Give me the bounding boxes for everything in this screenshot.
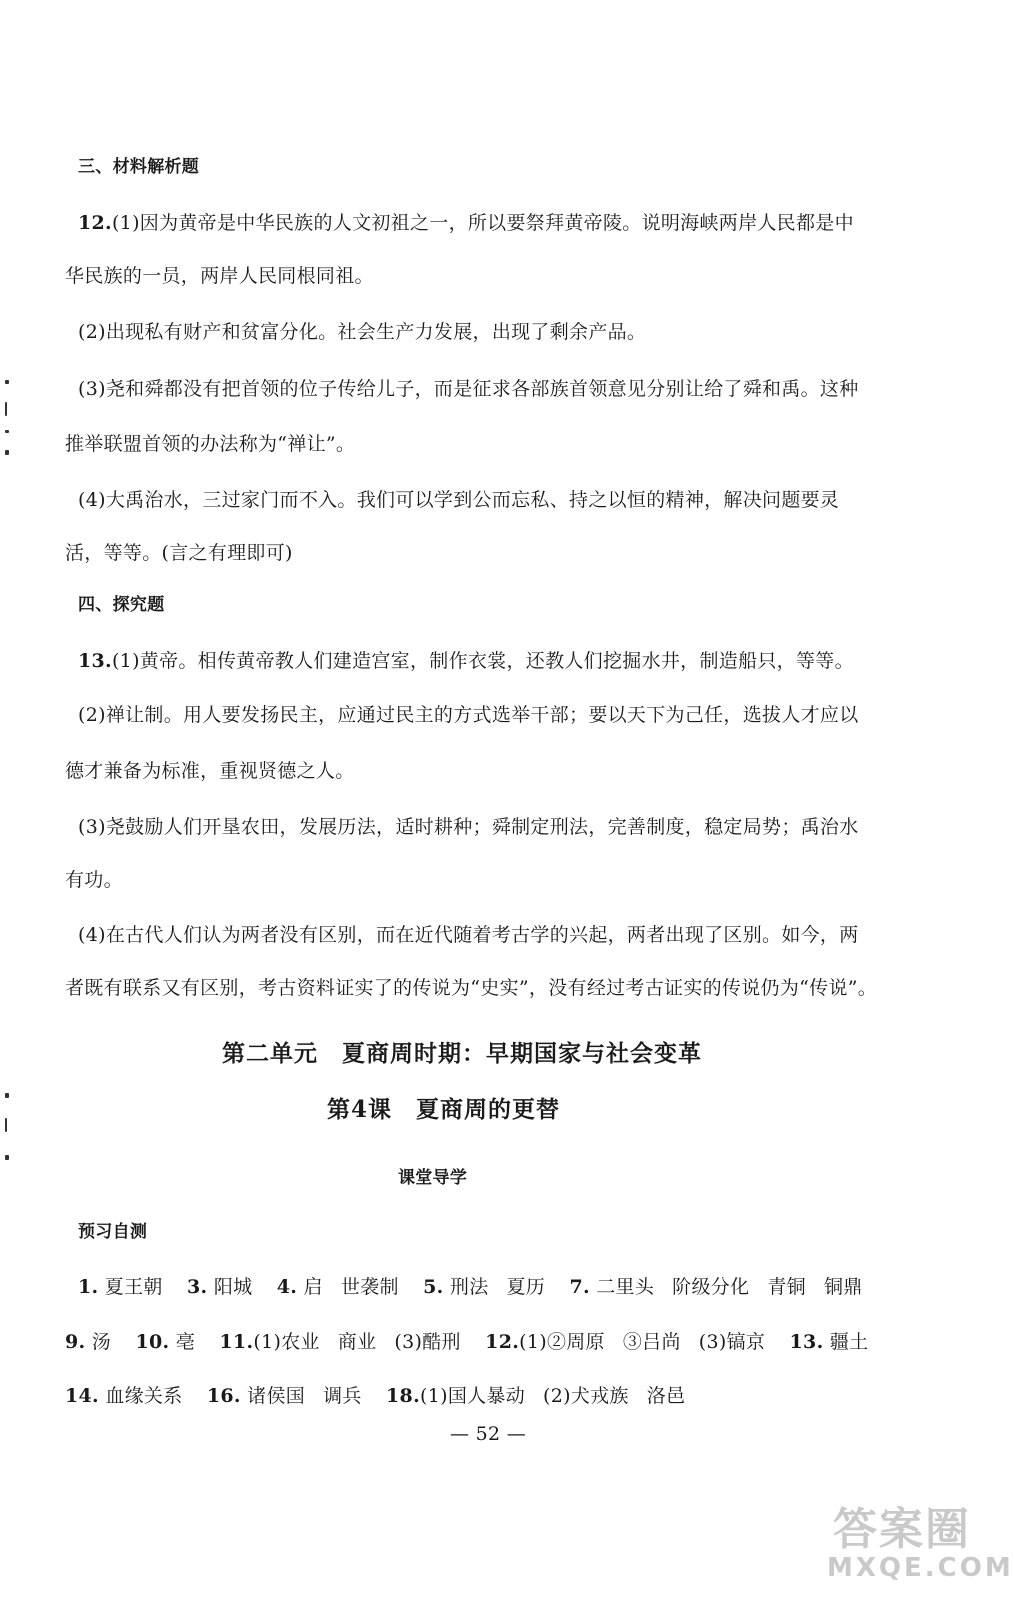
answer-text: ③吕尚 [622, 1331, 681, 1353]
watermark-url: MXQE.COM [827, 1553, 1014, 1583]
answer-text: 二里头 [596, 1276, 655, 1298]
q13-line-3: 德才兼备为标准，重视贤德之人。 [65, 760, 355, 782]
answer-number: 9. [65, 1331, 86, 1353]
answer-text: (3)酷刑 [394, 1331, 461, 1353]
page-number: — 52 — [450, 1423, 527, 1445]
answer-text: 诸侯国 [247, 1385, 306, 1407]
answer-text: 汤 [91, 1331, 112, 1353]
q12-line-1 [78, 211, 854, 235]
lesson-title: 第4课 夏商周的更替 [327, 1096, 561, 1123]
q12-number: 12. [78, 212, 112, 234]
q12-text: (1)因为黄帝是中华民族的人文初祖之一，所以要祭拜黄帝陵。说明海峡两岸人民都是中 [111, 212, 854, 234]
answer-number: 16. [206, 1385, 241, 1407]
answer-text: 调兵 [323, 1385, 362, 1407]
answer-text: 商业 [337, 1331, 377, 1353]
margin-mark [5, 1155, 9, 1160]
q12-line-3: (2)出现私有财产和贫富分化。社会生产力发展，出现了剩余产品。 [78, 321, 647, 343]
q13-number: 13. [78, 650, 112, 672]
answer-number: 4. [276, 1276, 298, 1298]
margin-mark [5, 1093, 9, 1098]
q13-line-5: 有功。 [65, 869, 123, 891]
answer-text: 阳城 [213, 1276, 253, 1298]
margin-mark [5, 450, 9, 455]
answer-text: (2)犬戎族 [543, 1385, 629, 1407]
section-heading-3: 三、材料解析题 [78, 157, 200, 177]
margin-mark [5, 402, 7, 416]
q12-line-2: 华民族的一员，两岸人民同根同祖。 [65, 265, 374, 287]
q12-line-5: 推举联盟首领的办法称为“禅让”。 [65, 433, 356, 455]
section-heading-4: 四、探究题 [78, 595, 165, 615]
answer-text: (1)②周原 [519, 1331, 605, 1353]
site-watermark [827, 1504, 1014, 1586]
q13-line-4: (3)尧鼓励人们开垦农田，发展历法，适时耕种；舜制定刑法，完善制度，稳定局势；禹治水 [78, 816, 859, 838]
q13-text: (1)黄帝。相传黄帝教人们建造宫室，制作衣裳，还教人们挖掘水井，制造船只，等等。 [111, 650, 854, 672]
answer-text: 疆土 [829, 1331, 869, 1353]
answer-number: 11. [219, 1331, 254, 1353]
q13-line-6: (4)在古代人们认为两者没有区别，而在近代随着考古学的兴起，两者出现了区别。如今，两 [78, 924, 859, 946]
answer-number: 14. [65, 1385, 99, 1407]
answer-text: 血缘关系 [105, 1385, 183, 1407]
class-guide-heading: 课堂导学 [398, 1168, 468, 1188]
answer-row-3 [65, 1384, 685, 1408]
answer-text: (1)农业 [253, 1331, 320, 1353]
answer-text: 世袭制 [340, 1276, 399, 1298]
q12-line-6: (4)大禹治水，三过家门而不入。我们可以学到公而忘私、持之以恒的精神，解决问题要灵 [78, 489, 840, 511]
answer-text: 刑法 [449, 1276, 489, 1298]
answer-number: 13. [789, 1331, 824, 1353]
margin-mark [5, 1118, 7, 1132]
answer-number: 7. [569, 1276, 590, 1298]
answer-text: (3)镐京 [698, 1331, 766, 1353]
answer-text: 亳 [175, 1331, 196, 1353]
q13-line-7: 者既有联系又有区别，考古资料证实了的传说为“史实”，没有经过考古证实的传说仍为“传说”。 [65, 977, 878, 999]
q13-line-2: (2)禅让制。用人要发扬民主，应通过民主的方式选举干部；要以天下为己任，选拔人才应以 [78, 704, 859, 726]
answer-text: 夏王朝 [104, 1276, 163, 1298]
answer-number: 18. [386, 1385, 420, 1407]
preview-heading: 预习自测 [78, 1222, 148, 1242]
answer-text: 夏历 [506, 1276, 546, 1298]
margin-mark [5, 430, 9, 433]
answer-text: (1)国人暴动 [420, 1385, 526, 1407]
answer-text: 阶级分化 [672, 1276, 750, 1298]
answer-text: 青铜 [767, 1276, 806, 1298]
q12-line-4: (3)尧和舜都没有把首领的位子传给儿子，而是征求各部族首领意见分别让给了舜和禹。这种 [78, 378, 859, 400]
answer-row-2 [65, 1330, 868, 1354]
answer-number: 10. [135, 1331, 170, 1353]
q12-line-7: 活，等等。(言之有理即可) [65, 542, 293, 564]
answer-number: 1. [78, 1276, 99, 1298]
answer-text: 洛邑 [646, 1385, 686, 1407]
answer-row-1 [78, 1275, 863, 1299]
answer-text: 铜鼎 [823, 1276, 863, 1298]
answer-number: 3. [187, 1276, 208, 1298]
answer-number: 12. [485, 1331, 520, 1353]
answer-text: 启 [303, 1276, 323, 1298]
watermark-logo-text: 答案圈 [833, 1504, 971, 1555]
answer-number: 5. [423, 1276, 444, 1298]
margin-mark [5, 380, 9, 384]
unit-title: 第二单元 夏商周时期：早期国家与社会变革 [222, 1040, 702, 1067]
q13-line-1 [78, 649, 854, 673]
